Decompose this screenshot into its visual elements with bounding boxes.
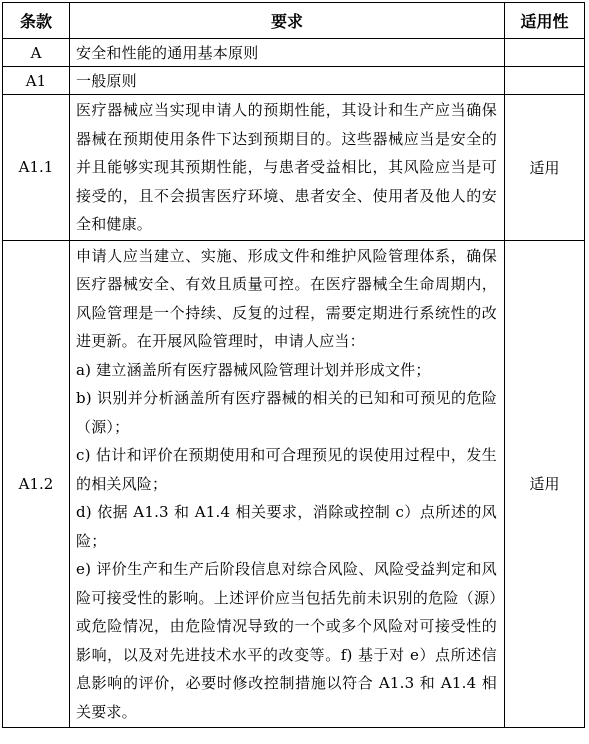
- requirement-text: 一般原则: [76, 71, 137, 90]
- table-row: [3, 39, 585, 67]
- requirement-item-a: a) 建立涵盖所有医疗器械风险管理计划并形成文件；: [76, 360, 431, 379]
- header-applicability: 适用性: [505, 3, 585, 39]
- applicability-cell: 适用: [505, 240, 585, 728]
- header-requirement: 要求: [70, 3, 505, 39]
- table-row: [3, 240, 585, 728]
- applicability-cell: [505, 39, 585, 67]
- applicability-cell: [505, 67, 585, 95]
- applicability-cell: 适用: [505, 95, 585, 241]
- clause-cell: A1.1: [3, 95, 70, 241]
- header-clause: 条款: [3, 3, 70, 39]
- requirement-item-c: c) 估计和评价在预期使用和可合理预见的误使用过程中，发生的相关风险；: [76, 446, 497, 493]
- requirement-text: 医疗器械应当实现申请人的预期性能，其设计和生产应当确保器械在预期使用条件下达到预期目的。这些器械应当是安全的并且能够实现其预期性能，与患者受益相比，其风险应当是可接受的，且不会损害医疗环境、患者安全、使用者及他人的安全和健康。: [76, 101, 497, 233]
- clause-cell: A: [3, 39, 70, 67]
- table-row: [3, 95, 585, 241]
- requirements-table: [2, 2, 585, 728]
- requirement-item-d: d) 依据 A1.3 和 A1.4 相关要求，消除或控制 c）点所述的风险；: [76, 503, 497, 550]
- requirement-cell: [70, 67, 505, 95]
- clause-cell: A1.2: [3, 240, 70, 728]
- requirement-cell: [70, 240, 505, 728]
- requirement-text: 申请人应当建立、实施、形成文件和维护风险管理体系，确保医疗器械安全、有效且质量可控。在医疗器械全生命周期内，风险管理是一个持续、反复的过程，需要定期进行系统性的改进更新。在开展风险管理时，申请人应当：: [76, 246, 497, 350]
- table-row: [3, 67, 585, 95]
- header-row: [3, 3, 585, 39]
- clause-cell: A1: [3, 67, 70, 95]
- requirement-item-e: e) 评价生产和生产后阶段信息对综合风险、风险受益判定和风险可接受性的影响。上述评价应当包括先前未识别的危险（源）或危险情况，由危险情况导致的一个或多个风险对可接受性的影响，以及对先进技术水平的改变等。f) 基于对 e）点所述信息影响的评价，必要时修改控制措施以符合 A1.3 和 A1.4 相关要求。: [76, 560, 497, 721]
- requirement-item-b: b) 识别并分析涵盖所有医疗器械的相关的已知和可预见的危险（源）；: [76, 389, 497, 436]
- requirement-cell: [70, 39, 505, 67]
- requirement-text: 安全和性能的通用基本原则: [76, 43, 259, 62]
- requirement-cell: [70, 95, 505, 241]
